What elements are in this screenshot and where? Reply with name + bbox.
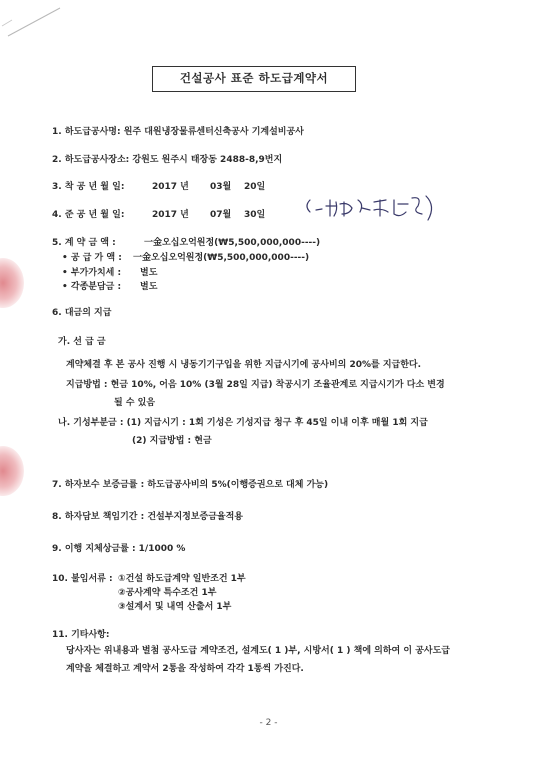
item-3-start-month: 03월 [210, 182, 232, 192]
advance-payment-text-3: 될 수 있음 [114, 398, 156, 408]
charges-value: 별도 [140, 282, 158, 292]
advance-payment-heading: 가. 선 급 금 [58, 337, 106, 347]
other-text-2: 계약을 체결하고 계약서 2통을 작성하여 각각 1통씩 가진다. [66, 664, 304, 674]
advance-payment-text-2: 지급방법 : 현금 10%, 어음 10% (3월 28일 지급) 착공시기 조율관계로 지급시기가 다소 변경 [66, 380, 445, 390]
item-11-other: 11. 기타사항: [52, 630, 110, 640]
item-1-contract-name: 1. 하도급공사명: 원주 대원냉장물류센터신축공사 기계설비공사 [52, 127, 304, 137]
item-6-payment: 6. 대금의 지급 [52, 308, 112, 318]
item-5-contract-amount-value: 一金오십오억원정(₩5,500,000,000----) [144, 238, 321, 248]
item-8-defect-liability: 8. 하자담보 책임기간 : 건설부지정보증금율적용 [52, 512, 244, 522]
item-3-start-label: 3. 착 공 년 월 일: [52, 182, 125, 192]
other-text-1: 당사자는 위내용과 별첨 공사도급 계약조건, 설계도( 1 )부, 시방서( 1 ) 책에 의하여 이 공사도급 [66, 646, 450, 656]
attachment-item: ①건설 하도급계약 일반조건 1부 [118, 574, 246, 584]
item-7-defect-guarantee: 7. 하자보수 보증금률 : 하도급공사비의 5%(이행증권으로 대체 가능) [52, 480, 329, 490]
item-2-contract-location: 2. 하도급공사장소: 강원도 원주시 태장동 2488-8,9번지 [52, 155, 283, 165]
item-4-end-month: 07월 [210, 210, 232, 220]
item-10-attachments-label: 10. 불임서류 : [52, 574, 113, 584]
red-seal-stamp [0, 446, 24, 496]
item-4-end-day: 30일 [244, 210, 266, 220]
attachment-item: ③설계서 및 내역 산출서 1부 [118, 602, 232, 612]
supply-price-value: 一金오십오억원정(₩5,500,000,000----) [133, 253, 310, 263]
charges-label: • 각종분담금 : [62, 282, 122, 292]
item-3-start-day: 20일 [244, 182, 266, 192]
red-seal-stamp [0, 258, 24, 308]
supply-price-label: • 공 급 가 액 : [62, 253, 122, 263]
item-9-delay-penalty: 9. 이행 지체상금률 : 1/1000 % [52, 544, 186, 554]
vat-label: • 부가가치세 : [62, 268, 122, 278]
attachment-item: ②공사계약 특수조건 1부 [118, 588, 217, 598]
item-5-contract-amount-label: 5. 계 약 금 액 : [52, 238, 116, 248]
handwritten-note [300, 190, 450, 224]
progress-payment-2: (2) 지급방법 : 현금 [132, 436, 212, 446]
item-3-start-year: 2017 년 [152, 182, 189, 192]
vat-value: 별도 [140, 268, 158, 278]
document-title: 건설공사 표준 하도급계약서 [152, 66, 356, 92]
item-4-end-label: 4. 준 공 년 월 일: [52, 210, 125, 220]
page-number: - 2 - [259, 718, 278, 728]
item-4-end-year: 2017 년 [152, 210, 189, 220]
advance-payment-text-1: 계약체결 후 본 공사 진행 시 냉동기기구입을 위한 지급시기에 공사비의 20%를 지급한다. [66, 360, 422, 370]
progress-payment-1: 나. 기성부분금 : (1) 지급시기 : 1회 기성은 기성지급 청구 후 45일 이내 이후 매월 1회 지급 [58, 418, 428, 428]
